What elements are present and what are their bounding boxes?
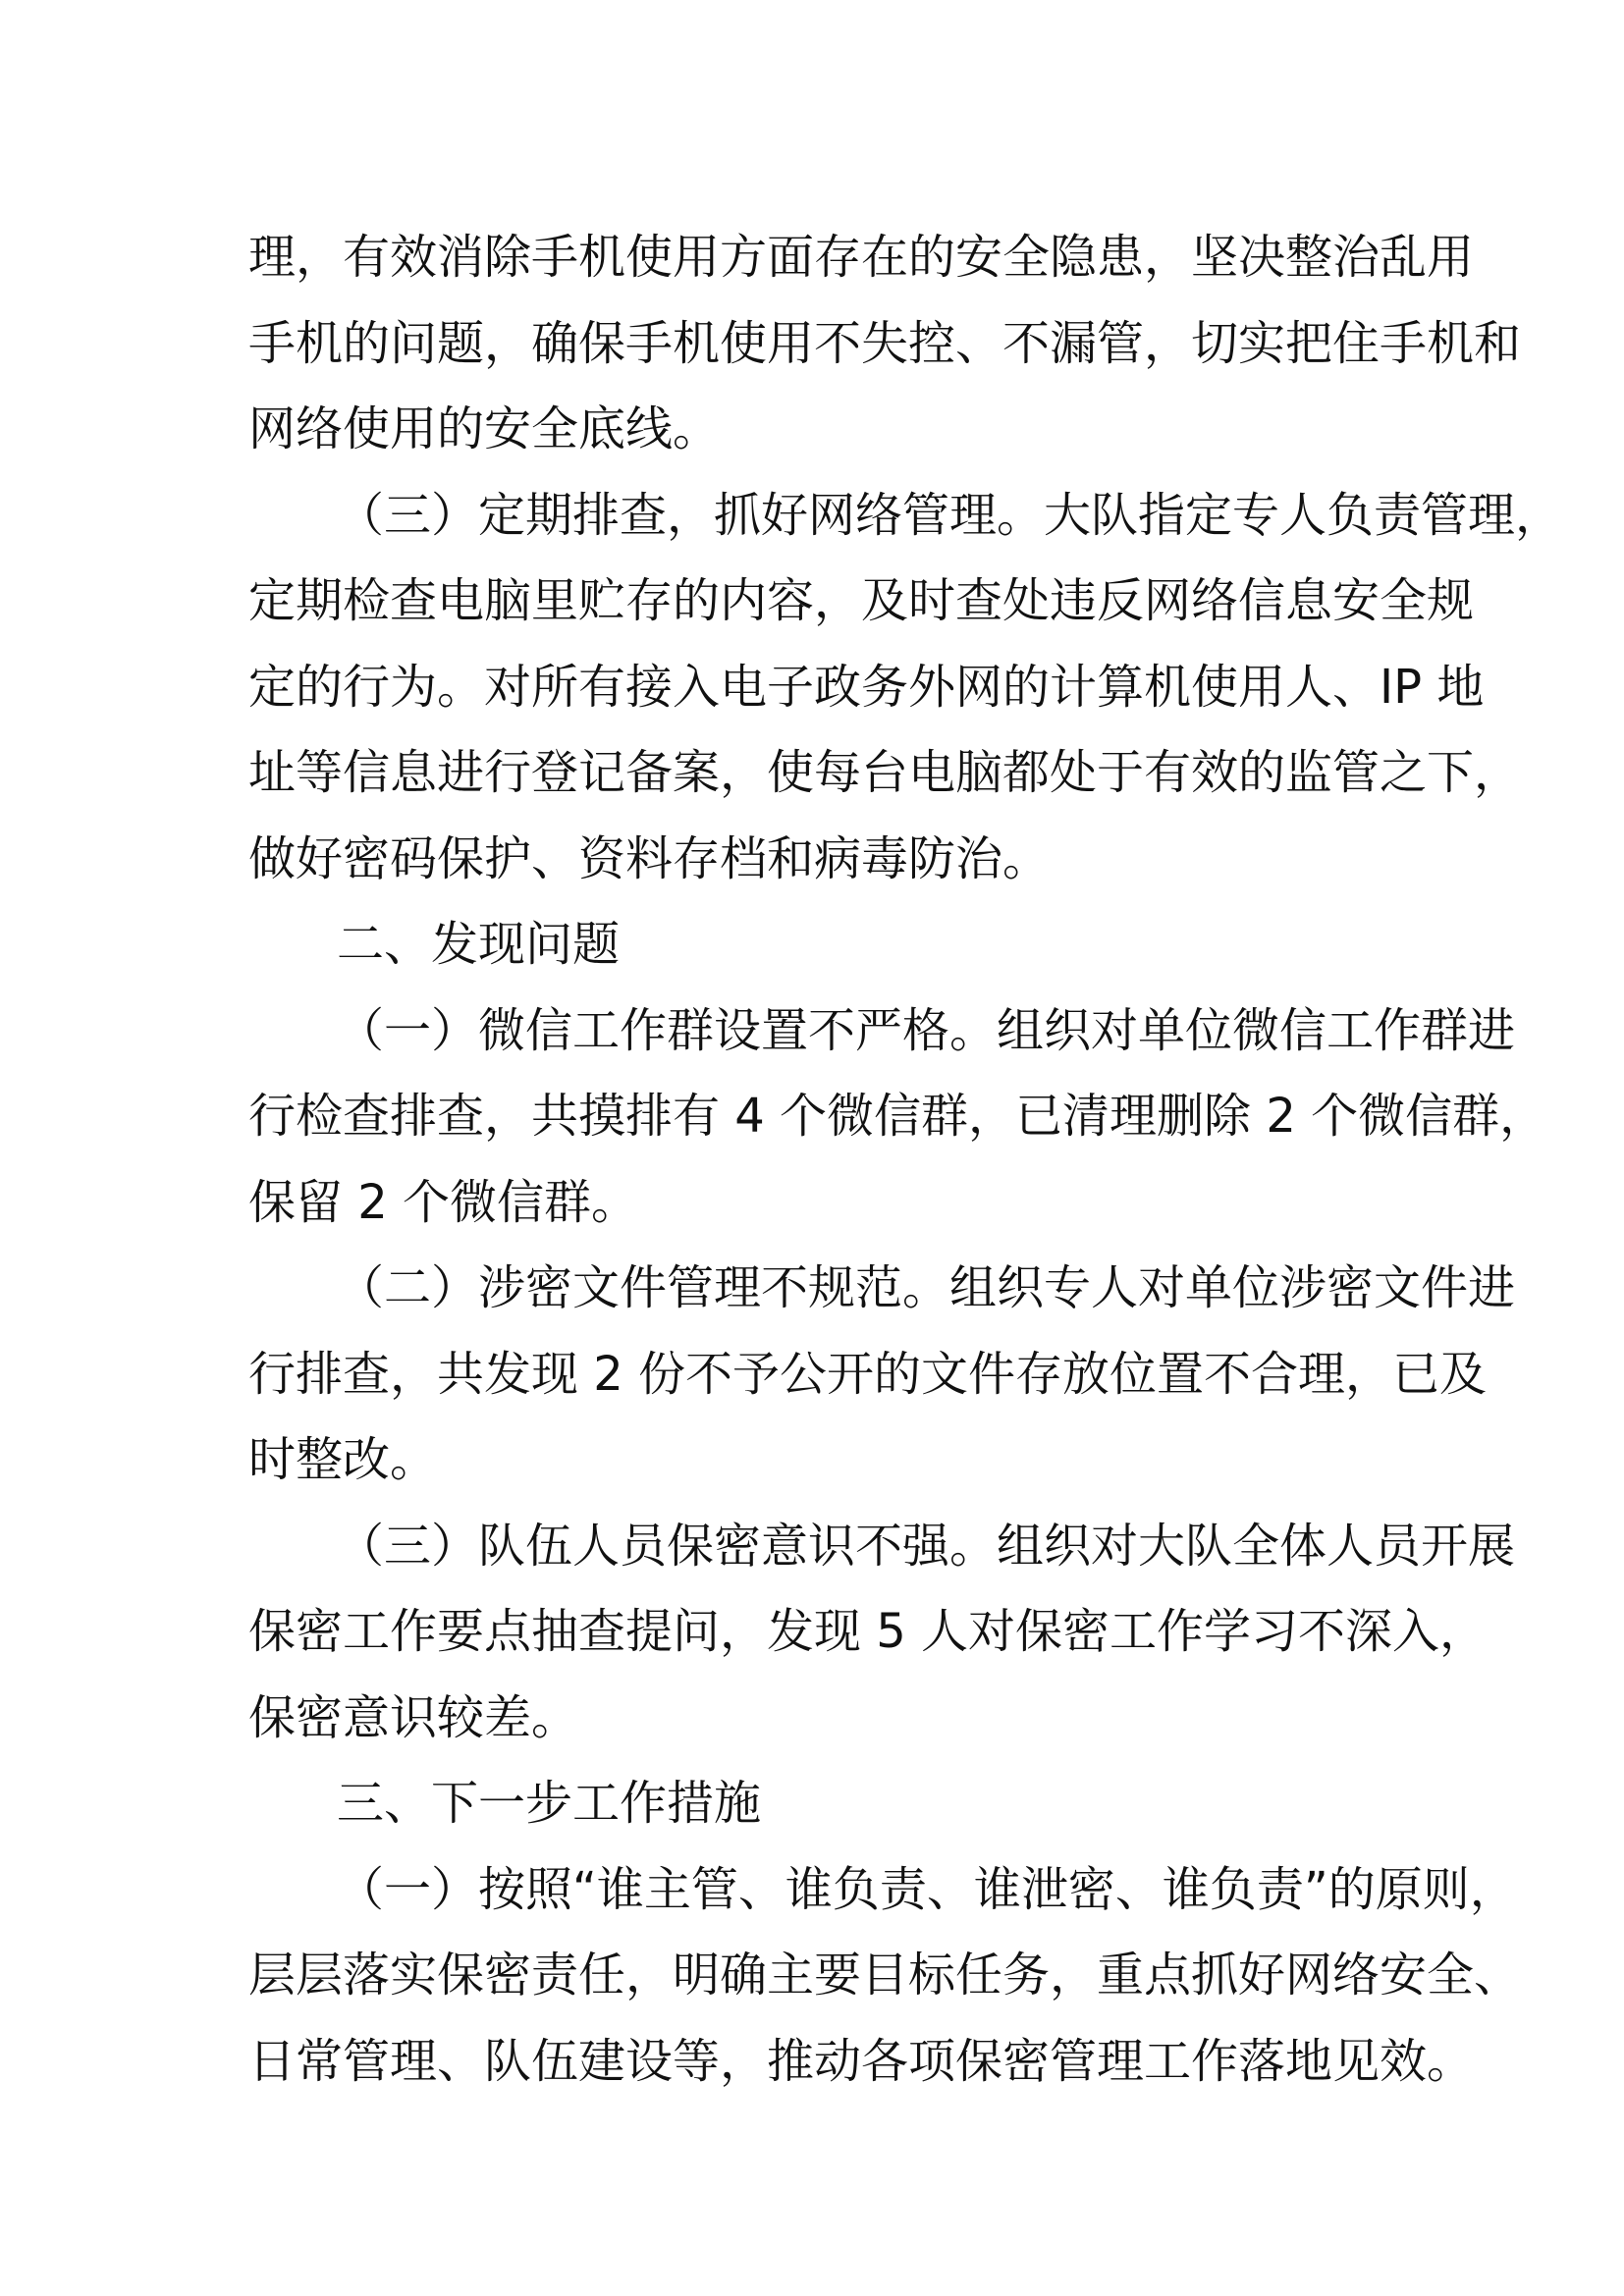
text-line: 保留 2 个微信群。 [248, 1174, 639, 1230]
text-line: 理，有效消除手机使用方面存在的安全隐患，坚决整治乱用 [248, 230, 1475, 285]
text-line: 保密意识较差。 [248, 1689, 579, 1745]
document-page [248, 215, 1563, 2105]
text-line: （二）涉密文件管理不规范。组织专人对单位涉密文件进 [337, 1260, 1516, 1315]
text-line: （一）按照“谁主管、谁负责、谁泄密、谁负责”的原则， [337, 1861, 1517, 1917]
text-line: （三）定期排查，抓好网络管理。大队指定专人负责管理， [337, 487, 1563, 543]
paragraph [248, 215, 1522, 473]
text-line: 保密工作要点抽查提问，发现 5 人对保密工作学习不深入， [248, 1604, 1488, 1659]
text-line: 行排查，共发现 2 份不予公开的文件存放位置不合理，已及 [248, 1346, 1488, 1402]
text-line: 网络使用的安全底线。 [248, 401, 721, 456]
text-line: 址等信息进行登记备案，使每台电脑都处于有效的监管之下， [248, 745, 1522, 800]
paragraph [248, 473, 1563, 903]
text-line: （一）微信工作群设置不严格。组织对单位微信工作群进 [337, 1002, 1516, 1058]
text-line: 做好密码保护、资料存档和病毒防治。 [248, 830, 1051, 886]
text-line: 层层落实保密责任，明确主要目标任务，重点抓好网络安全、 [248, 1948, 1522, 2002]
paragraph [248, 1847, 1522, 2106]
text-line: 日常管理、队伍建设等，推动各项保密管理工作落地见效。 [248, 2033, 1475, 2089]
text-line: 时整改。 [248, 1432, 438, 1487]
text-line: 行检查排查，共摸排有 4 个微信群，已清理删除 2 个微信群， [248, 1089, 1547, 1144]
paragraph [248, 1504, 1516, 1762]
text-line: 定的行为。对所有接入电子政务外网的计算机使用人、IP 地 [248, 659, 1485, 715]
text-line: （三）队伍人员保密意识不强。组织对大队全体人员开展 [337, 1518, 1516, 1574]
text-line: 三、下一步工作措施 [337, 1776, 762, 1831]
section-heading [248, 902, 1397, 988]
text-line: 手机的问题，确保手机使用不失控、不漏管，切实把住手机和 [248, 315, 1522, 371]
paragraph [248, 1246, 1516, 1504]
paragraph [248, 988, 1547, 1247]
text-line: 定期检查电脑里贮存的内容，及时查处违反网络信息安全规 [248, 573, 1475, 628]
section-heading [248, 1761, 1397, 1847]
text-line: 二、发现问题 [337, 917, 621, 972]
